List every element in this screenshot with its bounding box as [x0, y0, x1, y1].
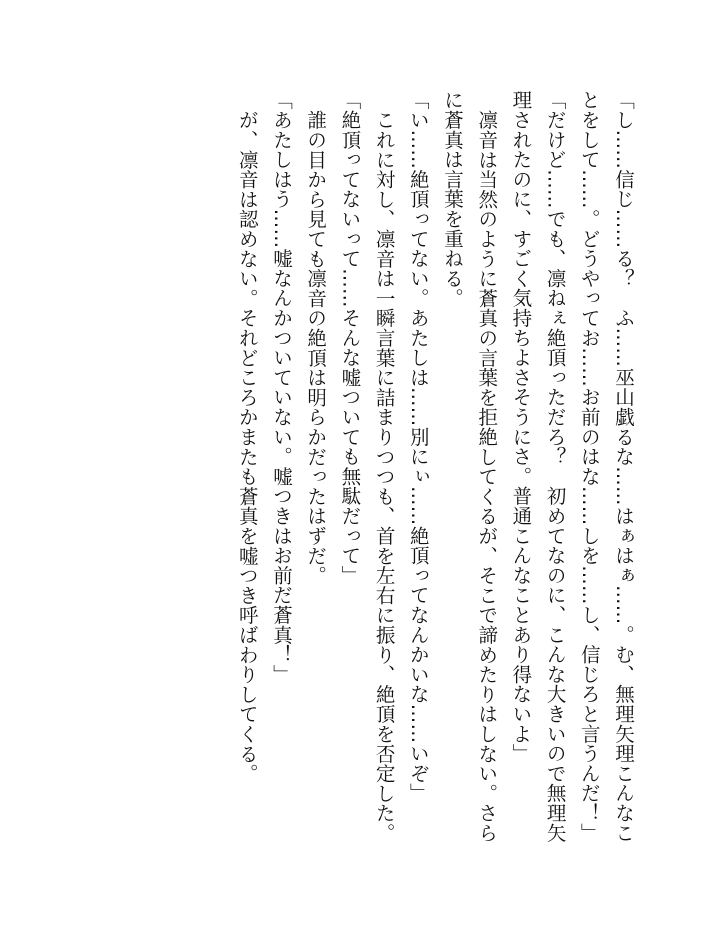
paragraph-5: これに対し、凛音は一瞬言葉に詰まりつつも、首を左右に振り、絶頂を否定した。	[372, 109, 396, 843]
paragraph-2: 「だけど……でも、凛ねぇ絶頂っただろ？ 初めてなのに、こんな大きいので無理矢理されたのに、すごく気持ちよさそうにさ。普通こんなことあり得ないよ」	[509, 90, 567, 843]
paragraph-9: が、凛音は認めない。それどころかまたも蒼真を嘘つき呼ばわりしてくる。	[235, 109, 259, 783]
paragraph-6: 「絶頂ってないって……そんな嘘ついても無駄だって」	[338, 90, 362, 585]
paragraph-1: 「し……信じ……る？ ふ……巫山戯るな……はぁはぁ……。む、無理矢理こんなことをして……。どうやってお……お前のはな……しを……し、信じろと言うんだ！」	[577, 90, 635, 843]
paragraph-7: 誰の目から見ても凛音の絶頂は明らかだったはずだ。	[304, 109, 328, 585]
vertical-text-body	[230, 90, 640, 860]
paragraph-3: 凛音は当然のように蒼真の言葉を拒絶してくるが、そこで諦めたりはしない。さらに蒼真は言葉を重ねる。	[440, 90, 499, 843]
paragraph-4: 「い……絶頂ってない。あたしは……別にぃ……絶頂ってなんかいな……いぞ」	[406, 90, 430, 803]
paragraph-8: 「あたしはう……嘘なんかついていない。嘘つきはお前だ蒼真！」	[269, 90, 293, 684]
